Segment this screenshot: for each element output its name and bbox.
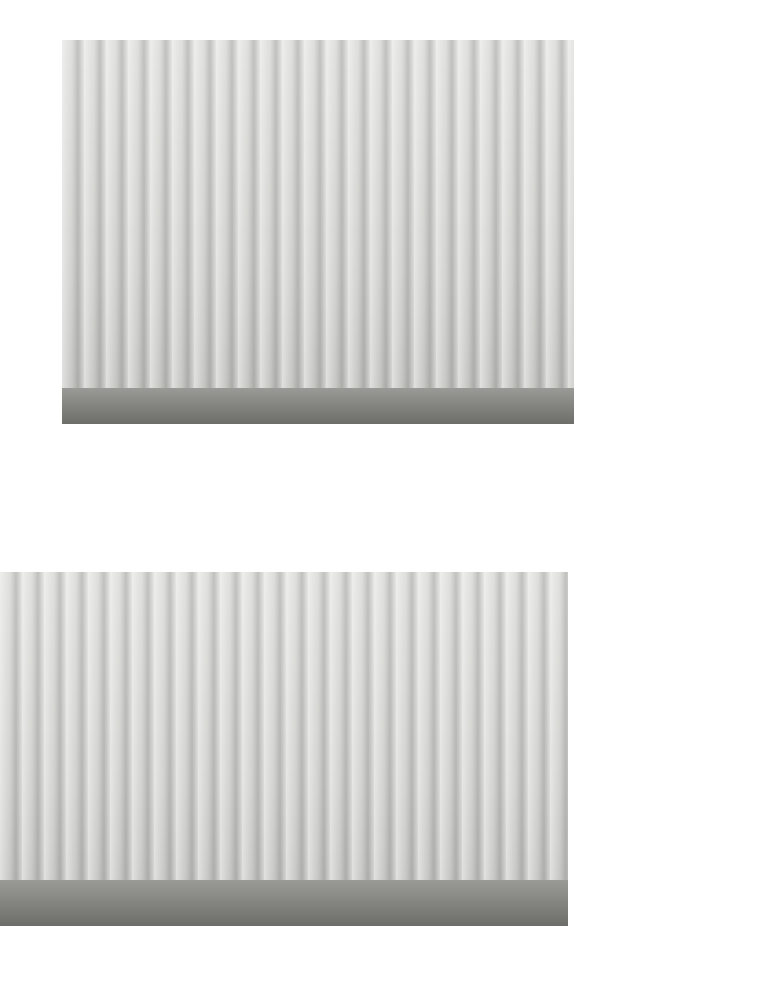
stage-floor bbox=[0, 880, 568, 926]
stage-floor bbox=[62, 388, 574, 424]
stage-curtain bbox=[0, 572, 568, 926]
mixed-chorus-photo bbox=[62, 40, 574, 424]
robed-chorus-photo bbox=[0, 572, 568, 926]
stage-curtain bbox=[62, 40, 574, 424]
